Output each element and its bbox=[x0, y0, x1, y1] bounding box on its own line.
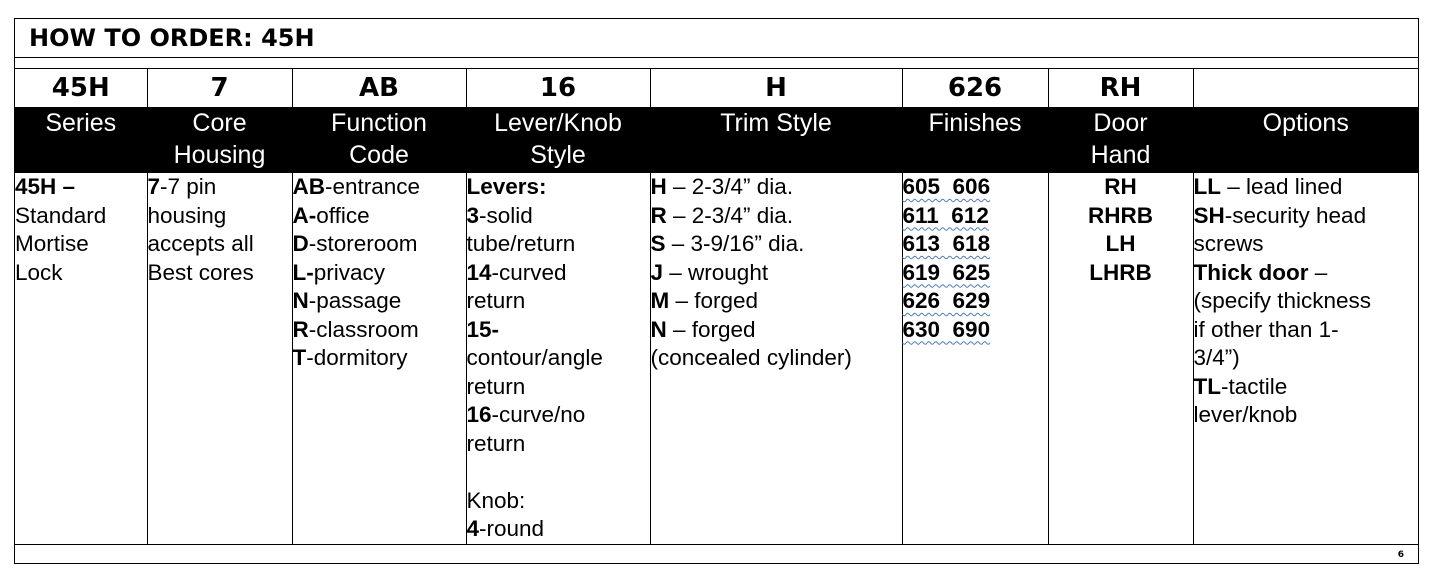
core-cell: 7-7 pin housing accepts all Best cores bbox=[147, 173, 292, 544]
detail-row bbox=[15, 173, 1418, 544]
hand-item: LHRB bbox=[1089, 259, 1152, 285]
header-row bbox=[15, 107, 1418, 173]
trim-item: S – 3-9/16” dia. bbox=[650, 231, 805, 256]
code-core: 7 bbox=[147, 69, 292, 107]
header-function-code: Function Code bbox=[292, 107, 466, 173]
hand-item: RHRB bbox=[1088, 202, 1153, 228]
finish-pair: 630 690 bbox=[902, 316, 991, 342]
function-item: D-storeroom bbox=[292, 231, 418, 256]
order-table bbox=[15, 69, 1418, 545]
trim-item: J – wrought bbox=[650, 259, 769, 285]
code-hand: RH bbox=[1048, 69, 1193, 107]
header-trim-style: Trim Style bbox=[650, 107, 902, 173]
finishes-cell bbox=[902, 173, 1048, 544]
series-cell: 45H – Standard Mortise Lock bbox=[15, 173, 147, 544]
lever-cell: Levers: 3-solid tube/return 14-curved return 15- contour/angle return 16-curve/no return Knob: 4-round bbox=[466, 173, 650, 544]
code-options bbox=[1193, 69, 1418, 107]
code-function: AB bbox=[292, 69, 466, 107]
header-options: Options bbox=[1193, 107, 1418, 173]
trim-note: (concealed cylinder) bbox=[650, 345, 852, 370]
trim-item: N – forged bbox=[650, 316, 756, 342]
order-sheet bbox=[14, 18, 1419, 564]
trim-cell bbox=[650, 173, 902, 544]
header-series: Series bbox=[15, 107, 147, 173]
code-trim: H bbox=[650, 69, 902, 107]
spacer-row bbox=[15, 57, 1418, 69]
trim-item: H – 2-3/4” dia. bbox=[650, 174, 794, 199]
hand-cell bbox=[1048, 173, 1193, 544]
finish-pair: 605 606 bbox=[902, 174, 991, 199]
finish-pair: 626 629 bbox=[902, 288, 991, 313]
trim-item: M – forged bbox=[650, 288, 759, 313]
header-door-hand: Door Hand bbox=[1048, 107, 1193, 173]
page-title: HOW TO ORDER: 45H bbox=[29, 24, 315, 52]
header-lever-knob-style: Lever/Knob Style bbox=[466, 107, 650, 173]
trim-item: R – 2-3/4” dia. bbox=[650, 202, 794, 228]
options-cell: LL – lead lined SH-security head screws Thick door – (specify thickness if other than 1- 3/4”) TL-tactile lever/knob bbox=[1193, 173, 1418, 544]
function-cell bbox=[292, 173, 466, 544]
function-item: T-dormitory bbox=[292, 345, 408, 370]
function-item: R-classroom bbox=[292, 316, 419, 342]
code-lever: 16 bbox=[466, 69, 650, 107]
finish-pair: 613 618 bbox=[902, 231, 991, 256]
function-item: A-office bbox=[292, 202, 370, 228]
function-item: N-passage bbox=[292, 288, 402, 313]
code-finish: 626 bbox=[902, 69, 1048, 107]
function-item: L-privacy bbox=[292, 259, 386, 285]
header-core-housing: Core Housing bbox=[147, 107, 292, 173]
finish-pair: 619 625 bbox=[902, 259, 991, 285]
page-number: 6 bbox=[1397, 550, 1404, 560]
code-row bbox=[15, 69, 1418, 107]
hand-item: LH bbox=[1105, 231, 1136, 256]
function-item: AB-entrance bbox=[292, 174, 421, 199]
finish-pair: 611 612 bbox=[902, 202, 989, 228]
code-series: 45H bbox=[15, 69, 147, 107]
hand-item: RH bbox=[1104, 174, 1137, 199]
title-row bbox=[15, 19, 1418, 58]
header-finishes: Finishes bbox=[902, 107, 1048, 173]
